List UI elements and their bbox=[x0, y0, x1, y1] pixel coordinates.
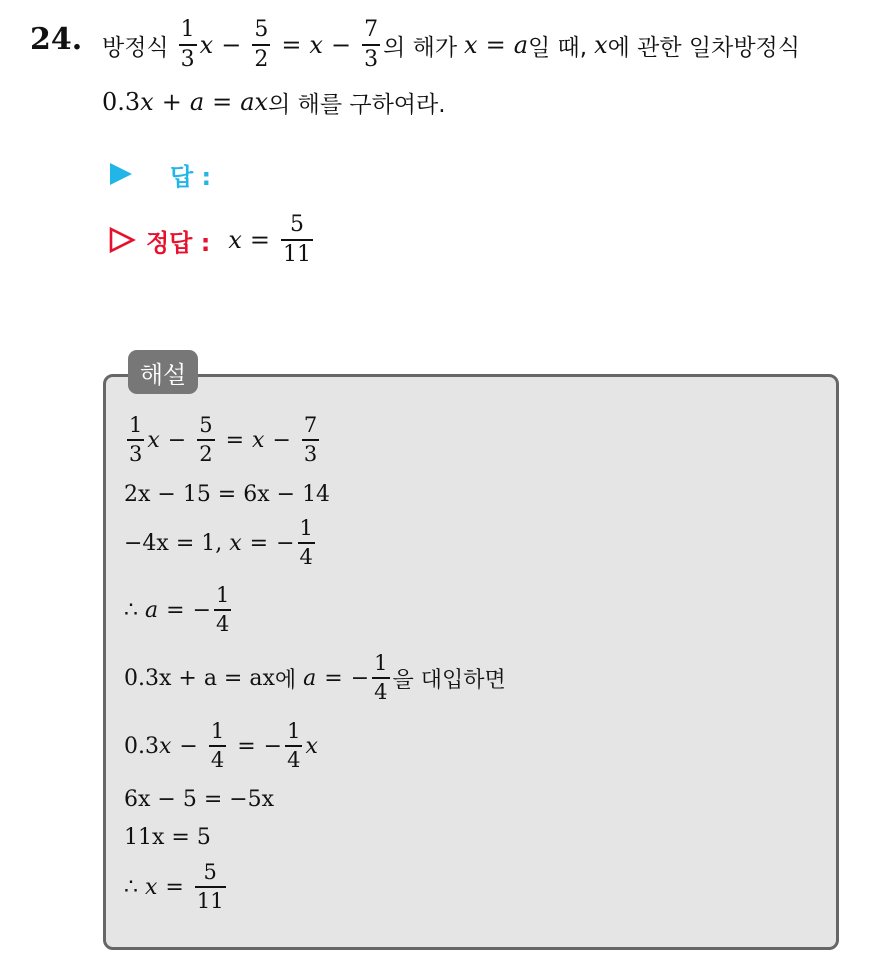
equals-sign: = bbox=[212, 88, 233, 116]
equals-sign: = bbox=[165, 874, 184, 900]
play-outline-icon bbox=[108, 226, 136, 254]
var-x: x bbox=[464, 31, 478, 59]
equation-text: 0.3x + a = ax bbox=[124, 665, 275, 691]
therefore-symbol: ∴ bbox=[124, 874, 138, 900]
number-0-3: 0.3 bbox=[102, 88, 141, 116]
var-x: x bbox=[147, 427, 160, 453]
answer-label: 답 : bbox=[170, 162, 212, 191]
solution-tab: 해설 bbox=[128, 350, 198, 394]
solution-line-8 bbox=[124, 820, 211, 854]
var-x: x bbox=[594, 31, 608, 59]
fraction-one-third: $\frac{1}{3}$ bbox=[180, 17, 195, 72]
fraction: $\frac{1}{4}$ bbox=[299, 516, 313, 569]
var-a: a bbox=[303, 665, 317, 691]
correct-answer-label: 정답 : bbox=[146, 228, 211, 257]
question-text-when: 일 때, bbox=[528, 34, 588, 61]
var-a: a bbox=[145, 597, 159, 623]
number-0-3: 0.3 bbox=[124, 733, 159, 759]
equation-text: 6x − 5 = −5x bbox=[124, 786, 275, 812]
fraction: $\frac{7}{3}$ bbox=[303, 413, 318, 466]
fraction: $\frac{1}{4}$ bbox=[216, 583, 230, 636]
solution-line-4 bbox=[124, 580, 234, 640]
question-text-about: 에 관한 일차방정식 bbox=[607, 34, 800, 61]
var-ax: ax bbox=[240, 88, 269, 116]
minus-sign: − bbox=[263, 733, 283, 759]
answer-row bbox=[108, 152, 423, 196]
play-filled-icon bbox=[108, 161, 134, 187]
question-text-solution: 의 해가 bbox=[383, 34, 458, 61]
equals-sign: = bbox=[485, 31, 506, 59]
correct-answer-fraction: $\frac{5}{11}$ bbox=[282, 212, 311, 267]
solution-line-6 bbox=[124, 716, 318, 776]
var-a: a bbox=[189, 88, 205, 116]
minus-sign: − bbox=[179, 733, 198, 759]
question-line-2 bbox=[102, 82, 446, 122]
solution-line-5 bbox=[124, 648, 506, 708]
var-x: x bbox=[199, 31, 214, 59]
var-a: a bbox=[513, 31, 529, 59]
equals-sign: = bbox=[166, 597, 185, 623]
minus-sign: − bbox=[167, 427, 187, 453]
solution-line-3 bbox=[124, 513, 318, 573]
problem-number: 24. bbox=[30, 22, 83, 57]
solution-line-1 bbox=[124, 410, 322, 470]
equation-text: 2x − 15 = 6x − 14 bbox=[124, 481, 331, 507]
solution-line-2 bbox=[124, 477, 330, 511]
equals-sign: = bbox=[225, 427, 245, 453]
fraction: $\frac{5}{11}$ bbox=[196, 860, 224, 913]
minus-sign: − bbox=[350, 665, 370, 691]
fraction-five-halves: $\frac{5}{2}$ bbox=[254, 17, 269, 72]
equals-sign: = bbox=[249, 226, 270, 254]
fraction: $\frac{1}{3}$ bbox=[129, 413, 143, 466]
var-x: x bbox=[159, 733, 172, 759]
solution-line-9 bbox=[124, 856, 229, 918]
var-x: x bbox=[228, 226, 242, 254]
question-text-find: 의 해를 구하여라. bbox=[268, 91, 446, 118]
equation-text: −4x = 1, bbox=[124, 530, 223, 556]
var-x: x bbox=[309, 31, 323, 59]
equals-sign: = bbox=[281, 31, 302, 59]
minus-sign: − bbox=[330, 31, 352, 59]
fraction: $\frac{1}{4}$ bbox=[374, 651, 388, 704]
fraction: $\frac{1}{4}$ bbox=[287, 719, 301, 772]
fraction: $\frac{5}{2}$ bbox=[199, 413, 213, 466]
minus-sign: − bbox=[221, 31, 242, 59]
question-text-equation: 방정식 bbox=[102, 34, 169, 61]
equals-sign: = bbox=[324, 665, 343, 691]
question-line-1 bbox=[102, 12, 800, 78]
solution-line-7 bbox=[124, 782, 274, 816]
minus-sign: − bbox=[276, 530, 295, 556]
correct-answer-row bbox=[108, 205, 316, 275]
var-x: x bbox=[145, 874, 158, 900]
plus-sign: + bbox=[161, 88, 182, 116]
equals-sign: = bbox=[249, 530, 269, 556]
equation-text: 11x = 5 bbox=[124, 824, 211, 850]
var-x: x bbox=[229, 530, 242, 556]
minus-sign: − bbox=[272, 427, 291, 453]
var-x: x bbox=[140, 88, 154, 116]
therefore-symbol: ∴ bbox=[124, 597, 138, 623]
fraction-seven-thirds: $\frac{7}{3}$ bbox=[364, 17, 379, 72]
var-x: x bbox=[305, 733, 318, 759]
minus-sign: − bbox=[192, 597, 211, 623]
var-x: x bbox=[252, 427, 265, 453]
korean-text: 을 대입하면 bbox=[392, 667, 506, 693]
korean-text: 에 bbox=[274, 667, 297, 693]
equals-sign: = bbox=[237, 733, 256, 759]
fraction: $\frac{1}{4}$ bbox=[210, 719, 225, 772]
